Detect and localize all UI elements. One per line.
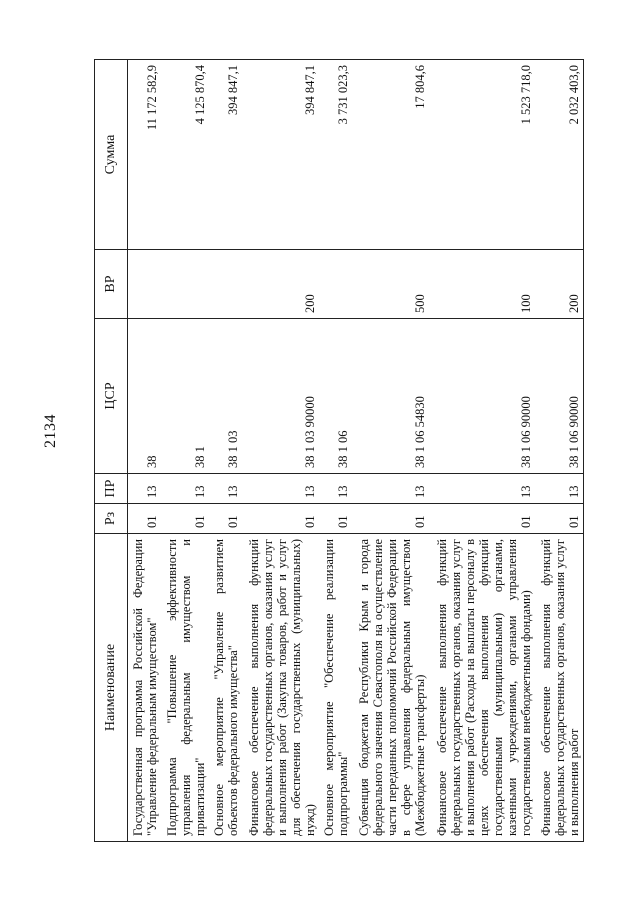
row-pr: 13: [161, 474, 209, 504]
row-sum: 394 847,1: [209, 60, 242, 250]
row-csr: 38 1 06 54830: [352, 319, 429, 474]
table-row: [128, 60, 162, 842]
table-row: [161, 60, 209, 842]
table-row: [429, 60, 535, 842]
row-vr: 500: [352, 250, 429, 319]
row-rz: 01: [209, 504, 242, 534]
header-name: Наименование: [95, 534, 128, 842]
row-name: Основное мероприятие "Управление развитием объектов федерального имущества": [209, 534, 242, 842]
row-csr: 38 1: [161, 319, 209, 474]
row-sum: 2 032 403,0: [535, 60, 583, 250]
row-rz: 01: [535, 504, 583, 534]
row-rz: 01: [242, 504, 319, 534]
header-sum: Сумма: [95, 60, 128, 250]
row-name: Финансовое обеспечение выполнения функций федеральных государственных органов, оказания услуг и выполнения работ (Закупка товаров, работ и услуг для обеспечения государственных (муниципальных) нужд): [242, 534, 319, 842]
header-csr: ЦСР: [95, 319, 128, 474]
row-rz: 01: [161, 504, 209, 534]
header-pr: ПР: [95, 474, 128, 504]
row-pr: 13: [128, 474, 162, 504]
row-rz: 01: [128, 504, 162, 534]
row-rz: 01: [429, 504, 535, 534]
row-sum: 3 731 023,3: [319, 60, 352, 250]
row-vr: [209, 250, 242, 319]
row-name: Государственная программа Российской Федерации "Управление федеральным имуществом": [128, 534, 162, 842]
row-pr: 13: [352, 474, 429, 504]
budget-sheet: [94, 60, 584, 842]
row-vr: 200: [535, 250, 583, 319]
row-pr: 13: [319, 474, 352, 504]
row-pr: 13: [209, 474, 242, 504]
row-vr: [128, 250, 162, 319]
row-vr: [161, 250, 209, 319]
header-vr: ВР: [95, 250, 128, 319]
row-vr: [319, 250, 352, 319]
table-row: [242, 60, 319, 842]
row-sum: 1 523 718,0: [429, 60, 535, 250]
row-csr: 38 1 06: [319, 319, 352, 474]
row-sum: 11 172 582,9: [128, 60, 162, 250]
page-number: 2134: [42, 414, 59, 448]
row-vr: 200: [242, 250, 319, 319]
row-csr: 38 1 06 90000: [429, 319, 535, 474]
row-pr: 13: [535, 474, 583, 504]
table-row: [209, 60, 242, 842]
row-name: Субвенция бюджетам Республики Крым и города федерального значения Севастополя на осуществление части переданных полномочий Российской Федерации в сфере управления федеральным имуществом (Межбюджетные трансферты): [352, 534, 429, 842]
row-rz: 01: [319, 504, 352, 534]
row-sum: 394 847,1: [242, 60, 319, 250]
row-sum: 4 125 870,4: [161, 60, 209, 250]
row-name: Финансовое обеспечение выполнения функций федеральных государственных органов, оказания услуг и выполнения работ (Расходы на выплаты персоналу в целях обеспечения выполнения функций государственными (муниципальными) органами, казенными учреждениями, органами управления государственными внебюджетными фондами): [429, 534, 535, 842]
row-rz: 01: [352, 504, 429, 534]
header-rz: Рз: [95, 504, 128, 534]
row-csr: 38 1 06 90000: [535, 319, 583, 474]
table-row: [535, 60, 583, 842]
row-name: Подпрограмма "Повышение эффективности управления федеральным имуществом и приватизации": [161, 534, 209, 842]
row-name: Основное мероприятие "Обеспечение реализации подпрограммы": [319, 534, 352, 842]
row-pr: 13: [242, 474, 319, 504]
row-csr: 38 1 03: [209, 319, 242, 474]
table-row: [319, 60, 352, 842]
row-sum: 17 804,6: [352, 60, 429, 250]
table-row: [352, 60, 429, 842]
table-header-row: [95, 60, 128, 842]
row-name: Финансовое обеспечение выполнения функций федеральных государственных органов, оказания услуг и выполнения работ: [535, 534, 583, 842]
row-vr: 100: [429, 250, 535, 319]
row-csr: 38 1 03 90000: [242, 319, 319, 474]
row-csr: 38: [128, 319, 162, 474]
row-pr: 13: [429, 474, 535, 504]
budget-table: [94, 59, 584, 842]
